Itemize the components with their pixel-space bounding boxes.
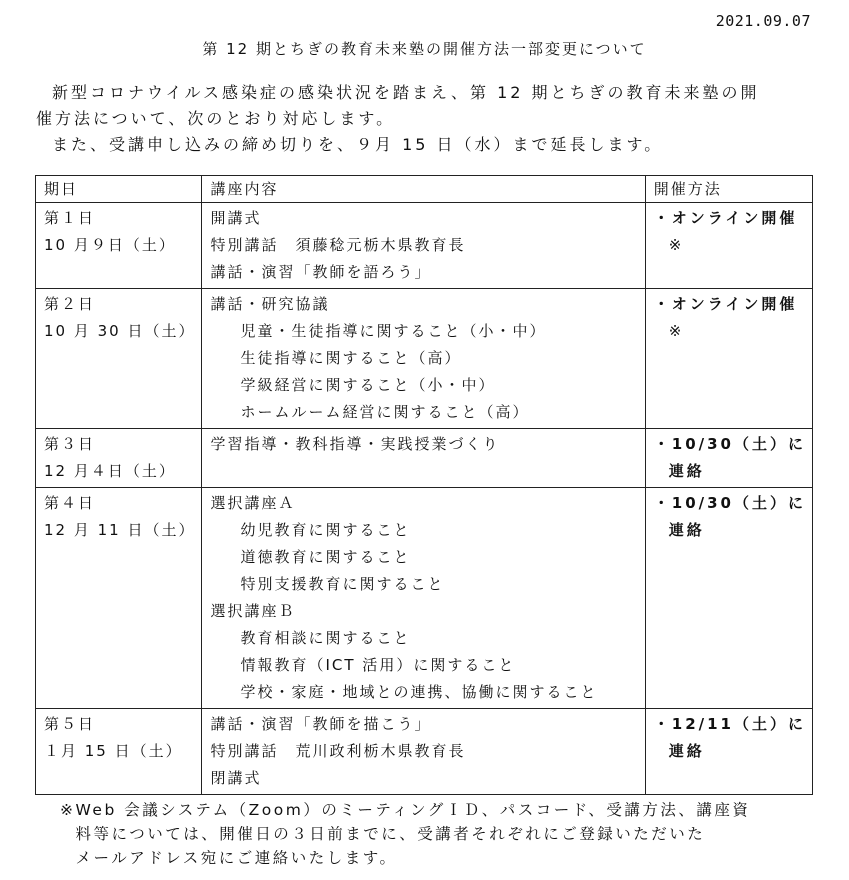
- row-date-cell: [36, 429, 202, 488]
- footnote-line-2: 料等については、開催日の３日前までに、受講者それぞれにご登録いただいた: [75, 825, 706, 843]
- footnote-line-3: メールアドレス宛にご連絡いたします。: [75, 849, 398, 867]
- content-line: 学習指導・教科指導・実践授業づくり: [210, 435, 500, 453]
- day-label: 第１日: [44, 209, 96, 227]
- row-date-cell: [36, 289, 202, 429]
- method-line: ・10/30（土）に: [653, 435, 806, 453]
- intro-line-1: 新型コロナウイルス感染症の感染状況を踏まえ、第 12 期とちぎの教育未来塾の開: [52, 83, 760, 102]
- intro-paragraph: [36, 80, 816, 158]
- document-title: 第 12 期とちぎの教育未来塾の開催方法一部変更について: [202, 40, 647, 58]
- table-row: [36, 488, 813, 709]
- content-line: 選択講座Ａ: [210, 494, 296, 512]
- row-method-cell: [645, 289, 812, 429]
- content-line: 開講式: [210, 209, 262, 227]
- method-line: 連絡: [668, 521, 705, 539]
- row-date-cell: [36, 709, 202, 795]
- content-line: 幼児教育に関すること: [240, 521, 411, 539]
- table-row: [36, 203, 813, 289]
- content-line: 生徒指導に関すること（高）: [240, 349, 462, 367]
- content-line: 児童・生徒指導に関すること（小・中）: [240, 322, 547, 340]
- method-line: ・10/30（土）に: [653, 494, 806, 512]
- header-content: 講座内容: [202, 176, 645, 203]
- header-date: 期日: [36, 176, 202, 203]
- content-line: 道徳教育に関すること: [240, 548, 411, 566]
- content-line: 講話・演習「教師を語ろう」: [210, 263, 432, 281]
- row-content-cell: [202, 203, 645, 289]
- row-method-cell: [645, 203, 812, 289]
- schedule-table: [35, 175, 813, 795]
- row-method-cell: [645, 429, 812, 488]
- method-line: ・オンライン開催: [653, 209, 798, 227]
- method-line: ※: [668, 236, 684, 254]
- content-line: 講話・研究協議: [210, 295, 330, 313]
- content-line: 情報教育（ICT 活用）に関すること: [240, 656, 516, 674]
- footnote: [60, 798, 820, 870]
- row-content-cell: [202, 289, 645, 429]
- table-row: [36, 429, 813, 488]
- day-date: 12 月４日（土）: [44, 462, 176, 480]
- content-line: 講話・演習「教師を描こう」: [210, 715, 432, 733]
- day-label: 第２日: [44, 295, 96, 313]
- method-line: 連絡: [668, 462, 705, 480]
- table-row: [36, 289, 813, 429]
- day-date: 12 月 11 日（土）: [44, 521, 196, 539]
- content-line: 特別講話 荒川政利栃木県教育長: [210, 742, 466, 760]
- day-date: １月 15 日（土）: [44, 742, 183, 760]
- day-label: 第４日: [44, 494, 96, 512]
- method-line: ・12/11（土）に: [653, 715, 806, 733]
- day-label: 第５日: [44, 715, 96, 733]
- row-content-cell: [202, 429, 645, 488]
- content-line: 閉講式: [210, 769, 262, 787]
- content-line: 教育相談に関すること: [240, 629, 411, 647]
- content-line: 特別講話 須藤稔元栃木県教育長: [210, 236, 466, 254]
- table-header-row: [36, 176, 813, 203]
- row-date-cell: [36, 488, 202, 709]
- day-label: 第３日: [44, 435, 96, 453]
- intro-line-3: また、受講申し込みの締め切りを、９月 15 日（水）まで延長します。: [52, 135, 664, 154]
- row-method-cell: [645, 709, 812, 795]
- method-line: ・オンライン開催: [653, 295, 798, 313]
- document-date: 2021.09.07: [715, 12, 811, 30]
- method-line: ※: [668, 322, 684, 340]
- header-method: 開催方法: [645, 176, 812, 203]
- method-line: 連絡: [668, 742, 705, 760]
- row-content-cell: [202, 488, 645, 709]
- content-line: 学級経営に関すること（小・中）: [240, 376, 496, 394]
- row-content-cell: [202, 709, 645, 795]
- day-date: 10 月 30 日（土）: [44, 322, 196, 340]
- content-line: 選択講座Ｂ: [210, 602, 296, 620]
- content-line: ホームルーム経営に関すること（高）: [240, 403, 530, 421]
- row-method-cell: [645, 488, 812, 709]
- content-line: 特別支援教育に関すること: [240, 575, 445, 593]
- row-date-cell: [36, 203, 202, 289]
- intro-line-2: 催方法について、次のとおり対応します。: [36, 109, 396, 128]
- day-date: 10 月９日（土）: [44, 236, 176, 254]
- table-row: [36, 709, 813, 795]
- content-line: 学校・家庭・地域との連携、協働に関すること: [240, 683, 598, 701]
- footnote-line-1: ※Web 会議システム（Zoom）のミーティングＩＤ、パスコード、受講方法、講座資: [60, 801, 751, 819]
